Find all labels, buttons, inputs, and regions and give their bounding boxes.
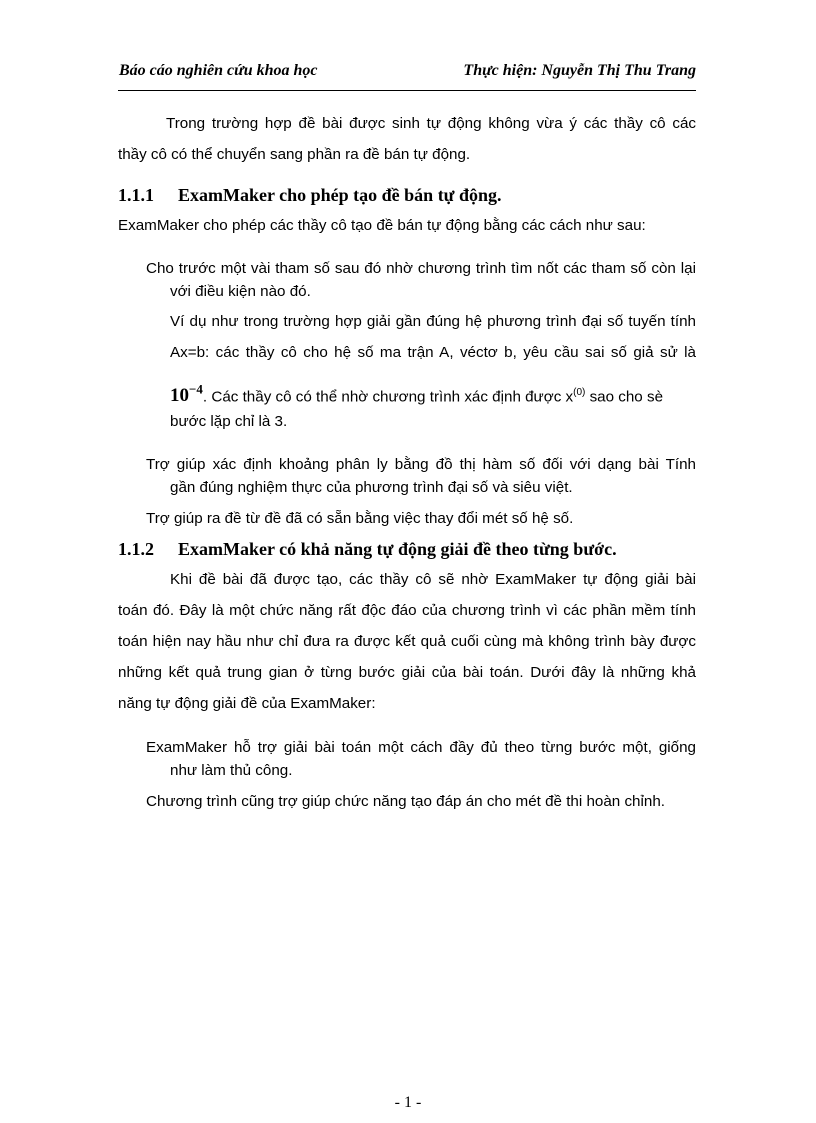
section-2-heading (118, 539, 617, 560)
section-1-item-1-line-1: Cho trước một vài tham số sau đó nhờ chương trình tìm nốt các tham số còn lại (146, 260, 696, 277)
intro-line-1: Trong trường hợp đề bài được sinh tự động không vừa ý các thầy cô các (166, 115, 696, 132)
page-number: - 1 - (394, 1094, 422, 1111)
example-line-1: Ví dụ như trong trường hợp giải gần đúng hệ phương trình đại số tuyến tính (170, 313, 696, 330)
power-exponent: −4 (189, 382, 203, 397)
page-header (118, 60, 696, 91)
power-base: 10 (170, 385, 189, 407)
section-1-item-2-line-2: gần đúng nghiệm thực của phương trình đại số và siêu việt. (170, 479, 573, 496)
intro-line-2: thầy cô có thể chuyển sang phần ra đề bán tự động. (118, 146, 471, 163)
section-2-item-1-line-2: như làm thủ công. (170, 762, 293, 779)
section-2-para-line-1: Khi đề bài đã được tạo, các thầy cô sẽ nhờ ExamMaker tự động giải bài (170, 571, 696, 588)
section-2-title: ExamMaker có khả năng tự động giải đề theo từng bước. (178, 539, 617, 559)
x-superscript: (0) (573, 387, 586, 399)
example-line-3-text: . Các thầy cô có thể nhờ chương trình xác định được x (202, 388, 574, 406)
section-1-lead: ExamMaker cho phép các thầy cô tạo đề bán tự động bằng các cách như sau: (118, 217, 646, 234)
section-1-title: ExamMaker cho phép tạo đề bán tự động. (178, 185, 502, 205)
header-report-title: Báo cáo nghiên cứu khoa học (119, 62, 318, 79)
power-of-ten (170, 382, 203, 407)
example-line-2: Ax=b: các thầy cô cho hệ số ma trận A, véctơ b, yêu cầu sai số giả sử là (170, 344, 696, 361)
section-2-item-1-line-1: ExamMaker hỗ trợ giải bài toán một cách đầy đủ theo từng bước một, giống (146, 739, 696, 756)
section-2-item-2: Chương trình cũng trợ giúp chức năng tạo đáp án cho mét đề thi hoàn chỉnh. (146, 793, 665, 810)
section-2-para-line-3: toán hiện nay hầu như chỉ đưa ra được kết quả cuối cùng mà không trình bày được (118, 633, 696, 650)
section-2-para-line-4: những kết quả trung gian ở từng bước giải của bài toán. Dưới đây là những khả (118, 664, 696, 681)
section-2-number: 1.1.2 (118, 539, 154, 559)
section-1-item-3: Trợ giúp ra đề từ đề đã có sẵn bằng việc thay đổi mét số hệ số. (146, 510, 574, 527)
example-line-3-end: sao cho sè (585, 388, 664, 406)
header-author: Thực hiện: Nguyễn Thị Thu Trang (463, 62, 696, 79)
section-1-item-1-line-2: với điều kiện nào đó. (170, 283, 311, 300)
section-1-heading (118, 185, 502, 206)
section-1-number: 1.1.1 (118, 185, 154, 205)
section-2-para-line-2: toán đó. Đây là một chức năng rất độc đáo của chương trình vì các phần mềm tính (118, 602, 696, 619)
example-line-4: bước lặp chỉ là 3. (170, 413, 288, 430)
section-1-item-2-line-1: Trợ giúp xác định khoảng phân ly bằng đồ thị hàm số đối với dạng bài Tính (146, 456, 696, 473)
section-2-para-line-5: năng tự động giải đề của ExamMaker: (118, 695, 376, 712)
